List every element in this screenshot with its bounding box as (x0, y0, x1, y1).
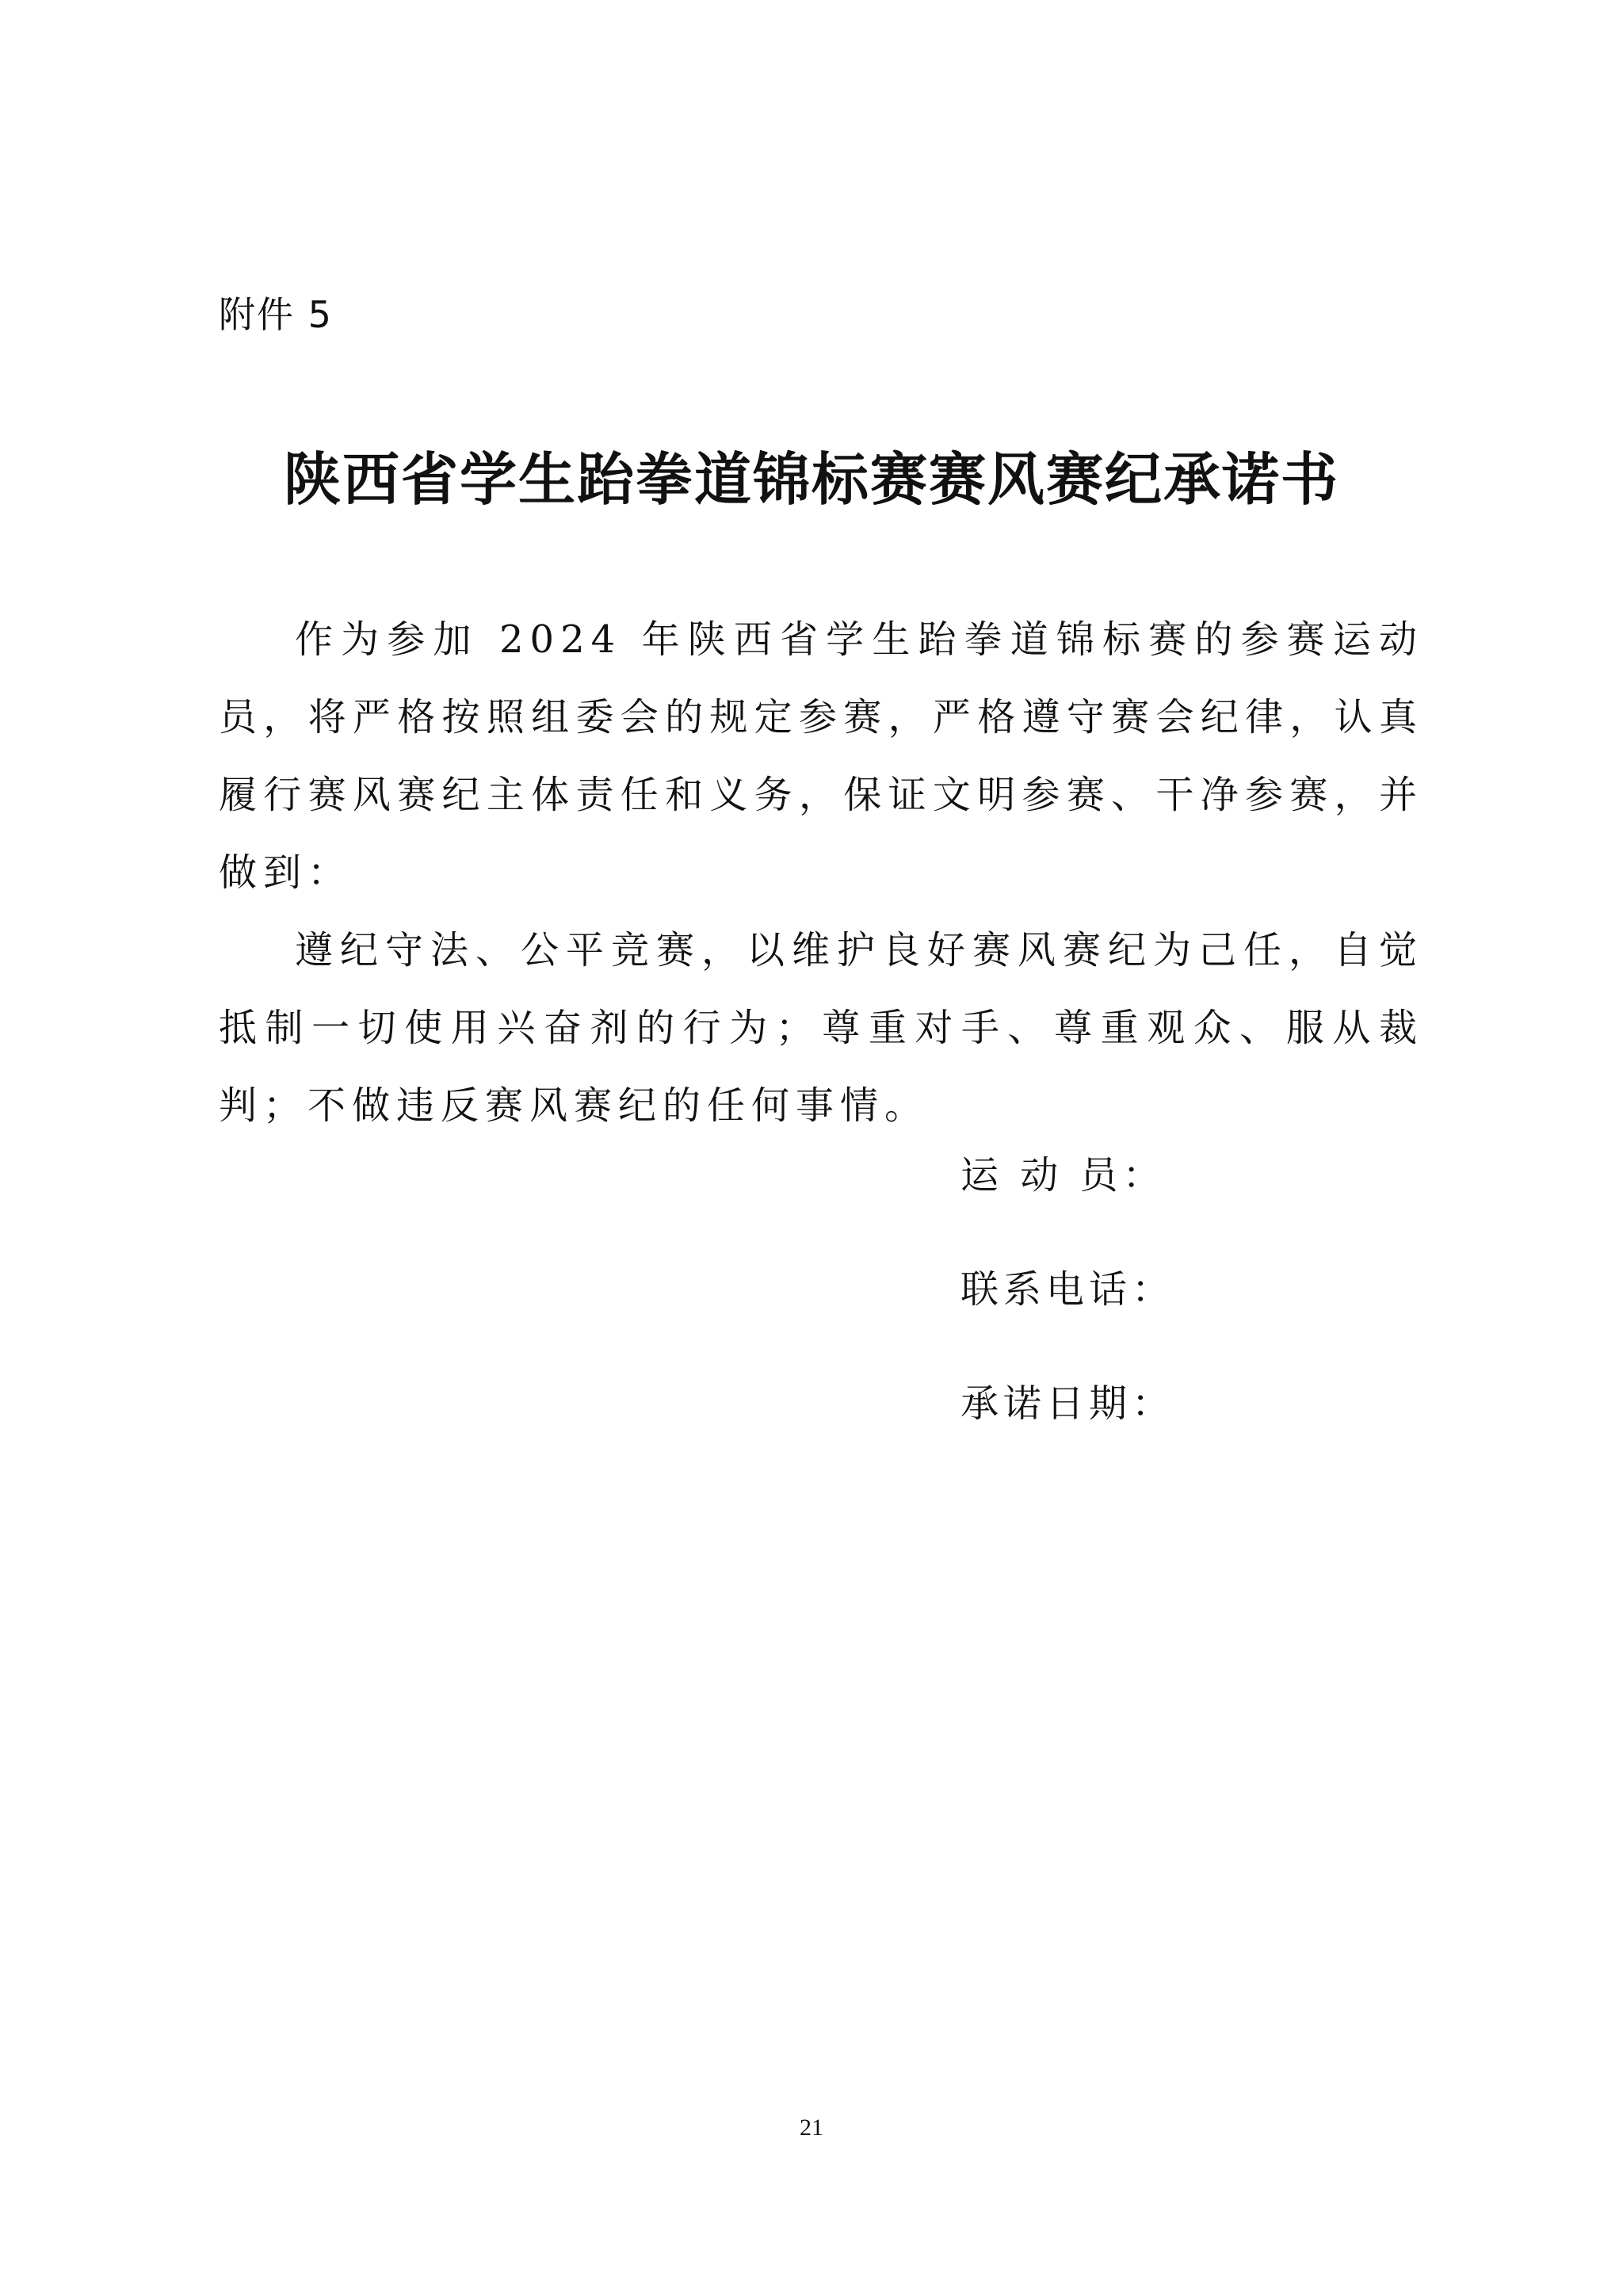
signature-block (960, 1148, 1174, 1490)
commitment-date-label: 承诺日期： (960, 1381, 1175, 1426)
document-title: 陕西省学生跆拳道锦标赛赛风赛纪承诺书 (283, 446, 1339, 513)
paragraph-commitments: 遵纪守法、公平竞赛，以维护良好赛风赛纪为己任，自觉抵制一切使用兴奋剂的行为；尊重对手、尊重观众、服从裁判；不做违反赛风赛纪的任何事情。 (219, 928, 1423, 1128)
commitment-body (219, 601, 1423, 1144)
paragraph-intro: 作为参加 2024 年陕西省学生跆拳道锦标赛的参赛运动员，将严格按照组委会的规定参赛，严格遵守赛会纪律，认真履行赛风赛纪主体责任和义务，保证文明参赛、干净参赛，并做到： (219, 617, 1423, 895)
attachment-label: 附件 5 (219, 293, 333, 336)
athlete-signature-label: 运 动 员： (960, 1153, 1166, 1198)
phone-label: 联系电话： (960, 1267, 1175, 1312)
page-number: 21 (800, 2115, 823, 2141)
